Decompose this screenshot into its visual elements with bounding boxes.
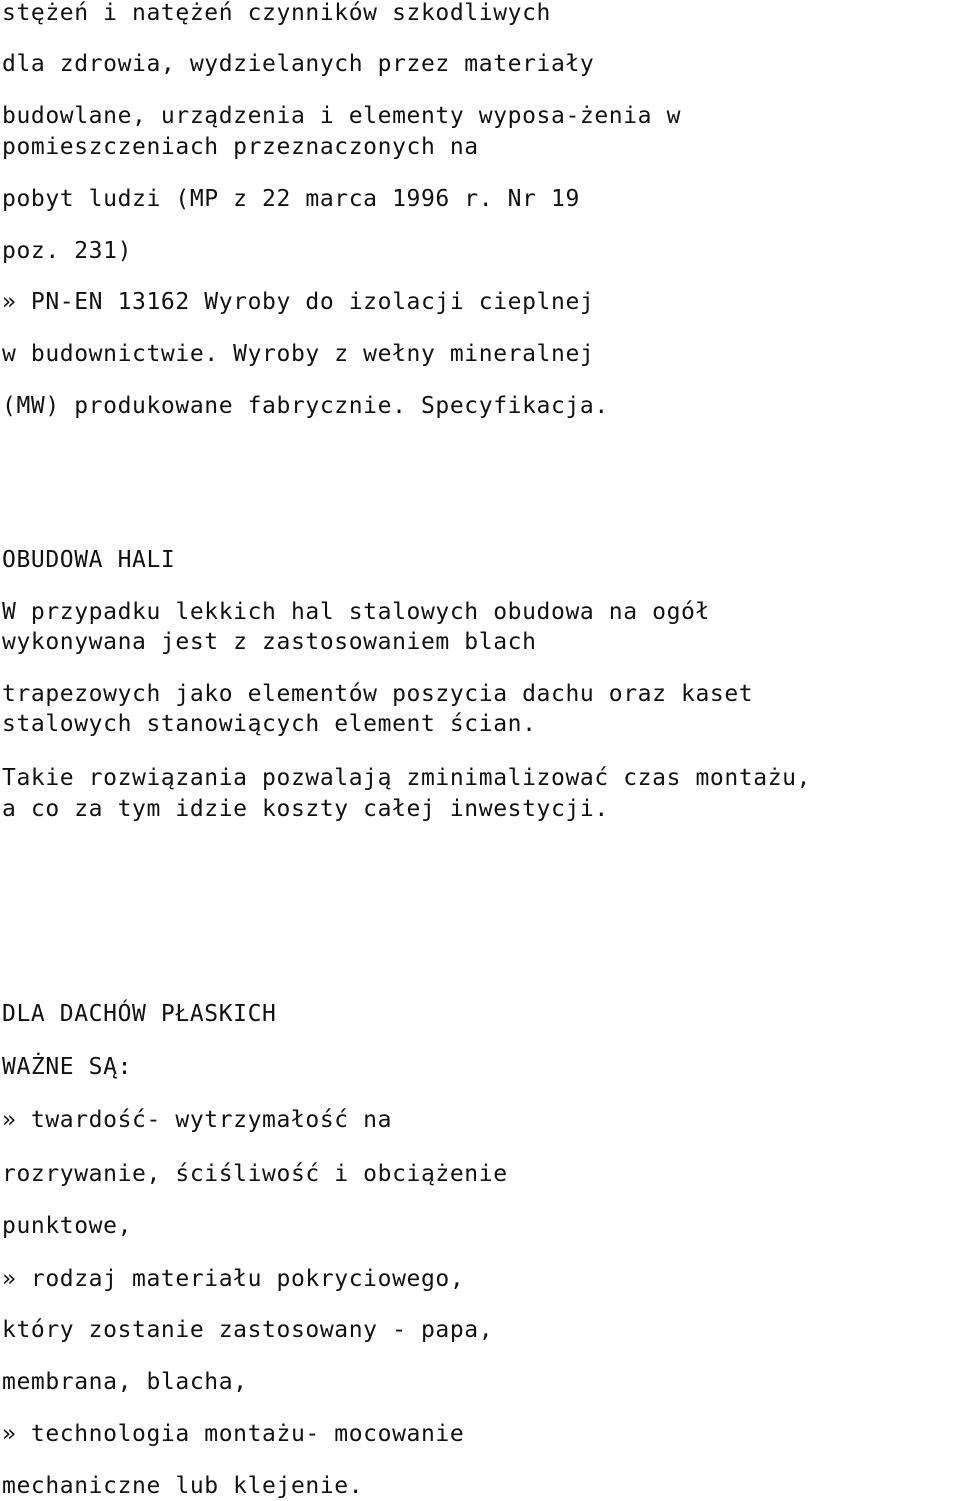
text-line: w budownictwie. Wyroby z wełny mineralnej — [2, 341, 595, 367]
section-heading: OBUDOWA HALI — [2, 547, 176, 573]
list-line: » technologia montażu- mocowanie — [2, 1421, 465, 1447]
list-line: » rodzaj materiału pokryciowego, — [2, 1266, 465, 1292]
list-line: punktowe, — [2, 1213, 133, 1239]
text-line: pobyt ludzi (MP z 22 marca 1996 r. Nr 19 — [2, 186, 580, 212]
text-line: stalowych stanowiących element ścian. — [2, 711, 537, 737]
text-line: poz. 231) — [2, 238, 133, 264]
list-line: mechaniczne lub klejenie. — [2, 1473, 364, 1499]
text-line: pomieszczeniach przeznaczonych na — [2, 134, 479, 160]
section-subheading: WAŻNE SĄ: — [2, 1054, 133, 1080]
section-heading: DLA DACHÓW PŁASKICH — [2, 1001, 277, 1027]
text-line: a co za tym idzie koszty całej inwestycji. — [2, 796, 609, 822]
text-line: » PN-EN 13162 Wyroby do izolacji cieplnej — [2, 289, 595, 315]
text-line: Takie rozwiązania pozwalają zminimalizować czas montażu, — [2, 765, 812, 791]
text-line: dla zdrowia, wydzielanych przez materiały — [2, 51, 595, 77]
list-line: który zostanie zastosowany - papa, — [2, 1317, 494, 1343]
list-line: » twardość- wytrzymałość na — [2, 1107, 393, 1133]
text-line: W przypadku lekkich hal stalowych obudowa na ogół — [2, 599, 710, 625]
text-line: (MW) produkowane fabrycznie. Specyfikacja. — [2, 393, 609, 419]
text-line: wykonywana jest z zastosowaniem blach — [2, 629, 537, 655]
text-line: budowlane, urządzenia i elementy wyposa-żenia w — [2, 103, 682, 129]
list-line: membrana, blacha, — [2, 1369, 248, 1395]
text-line: trapezowych jako elementów poszycia dachu oraz kaset — [2, 681, 754, 707]
text-line: stężeń i natężeń czynników szkodliwych — [2, 0, 551, 26]
list-line: rozrywanie, ściśliwość i obciążenie — [2, 1161, 508, 1187]
